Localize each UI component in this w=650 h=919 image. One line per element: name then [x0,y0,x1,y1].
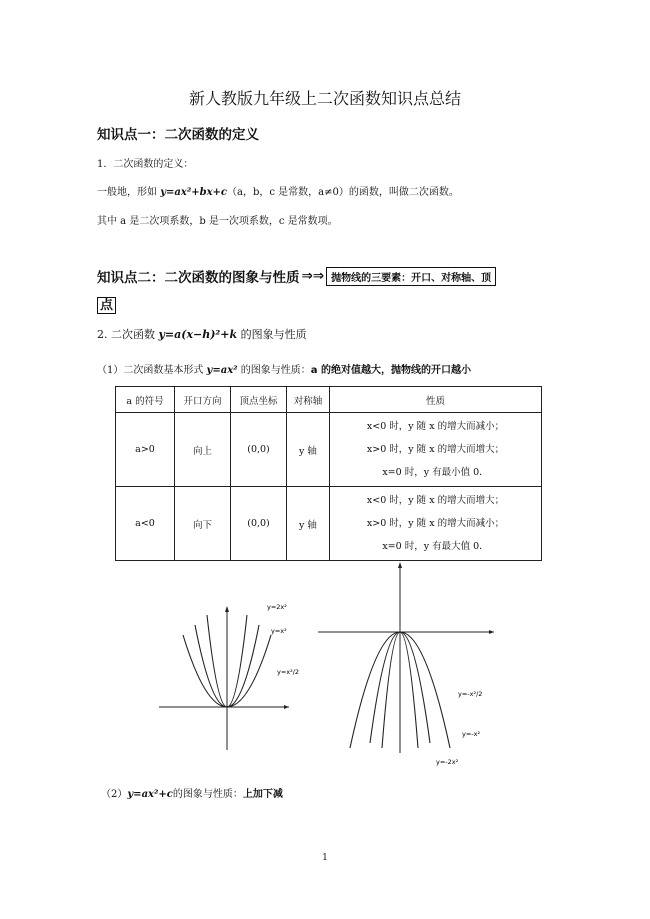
header-properties: 性质 [330,387,542,413]
three-elements-box: 抛物线的三要素：开口、对称轴、顶 [326,267,496,286]
page-number: 1 [322,853,328,863]
subsection1-line [97,361,471,376]
row1-prop2: x>0 时，y 随 x 的增大而增大； [366,444,505,455]
sub2-prefix: （2） [101,789,128,800]
downward-parabolas-graph [312,558,502,770]
row2-properties [330,487,542,561]
y-axis-arrow-icon [398,562,402,568]
section2-heading-row [97,266,496,286]
table-row [116,487,542,561]
item2-suffix: 的图象与性质 [237,328,307,341]
row2-prop2: x>0 时，y 随 x 的增大而减小； [366,518,505,529]
label-y-2x2: y=2x² [267,603,287,611]
section2-heading: 知识点二：二次函数的图象与性质 [97,270,300,286]
row1-axis: y 轴 [287,413,330,487]
sub1-prefix: （1）二次函数基本形式 [97,365,207,376]
header-direction: 开口方向 [175,387,231,413]
item2-prefix: 2. 二次函数 [97,328,159,341]
row2-prop1: x<0 时，y 随 x 的增大而增大； [366,495,505,506]
row1-prop1: x<0 时，y 随 x 的增大而减小； [366,421,505,432]
upward-parabolas-graph [155,600,300,760]
label-y-x2: y=x² [271,627,287,635]
label-y-neg-half-x2: y=-x²/2 [458,690,483,698]
label-y-neg-2x2: y=-2x² [436,758,459,766]
section1-heading: 知识点一：二次函数的定义 [97,127,259,143]
row2-vertex: (0,0) [231,487,287,561]
y-axis-arrow-icon [225,606,229,612]
subsection2-line [101,785,283,800]
x-axis-arrow-icon [284,705,289,709]
sub2-bold: 上加下减 [242,789,283,800]
header-vertex: 顶点坐标 [231,387,287,413]
sub2-mid: 的图象与性质： [172,789,243,800]
header-sign: a 的符号 [116,387,175,413]
header-axis: 对称轴 [287,387,330,413]
row1-properties [330,413,542,487]
row1-direction: 向上 [175,413,231,487]
row2-axis: y 轴 [287,487,330,561]
page-title: 新人教版九年级上二次函数知识点总结 [188,89,461,108]
item2-formula: y=a(x−h)²+k [158,328,238,341]
row2-sign: a<0 [116,487,175,561]
definition-suffix: 的函数，叫做二次函数。 [348,187,459,198]
coefficient-line: 其中 a 是二次项系数，b 是一次项系数，c 是常数项。 [97,216,338,227]
definition-condition: （a，b，c 是常数，a≠0） [227,187,349,198]
x-axis-arrow-icon [489,630,494,634]
definition-line [97,183,459,198]
table-header-row [116,387,542,413]
section2-item2 [97,326,307,342]
row1-prop3: x=0 时，y 有最小值 0． [382,467,489,478]
sub2-formula: y=ax²+c [127,789,173,800]
sub1-bold: a 的绝对值越大，抛物线的开口越小 [310,365,471,376]
sub1-formula: y=ax² [206,365,238,376]
double-arrow-icon: ⇒⇒ [301,268,325,284]
row2-direction: 向下 [175,487,231,561]
row1-vertex: (0,0) [231,413,287,487]
definition-prefix: 一般地，形如 [97,187,161,198]
row1-sign: a>0 [116,413,175,487]
label-y-neg-x2: y=-x² [462,730,481,738]
definition-formula: y=ax²+bx+c [160,187,227,198]
sub1-mid: 的图象与性质： [237,365,311,376]
properties-table [115,386,542,561]
section1-item1: 1．二次函数的定义： [97,159,194,170]
three-elements-box-continuation [97,294,116,313]
label-y-half-x2: y=x²/2 [277,668,300,676]
row2-prop3: x=0 时，y 有最大值 0． [382,541,489,552]
box-continuation-text: 点 [97,297,116,314]
table-row [116,413,542,487]
